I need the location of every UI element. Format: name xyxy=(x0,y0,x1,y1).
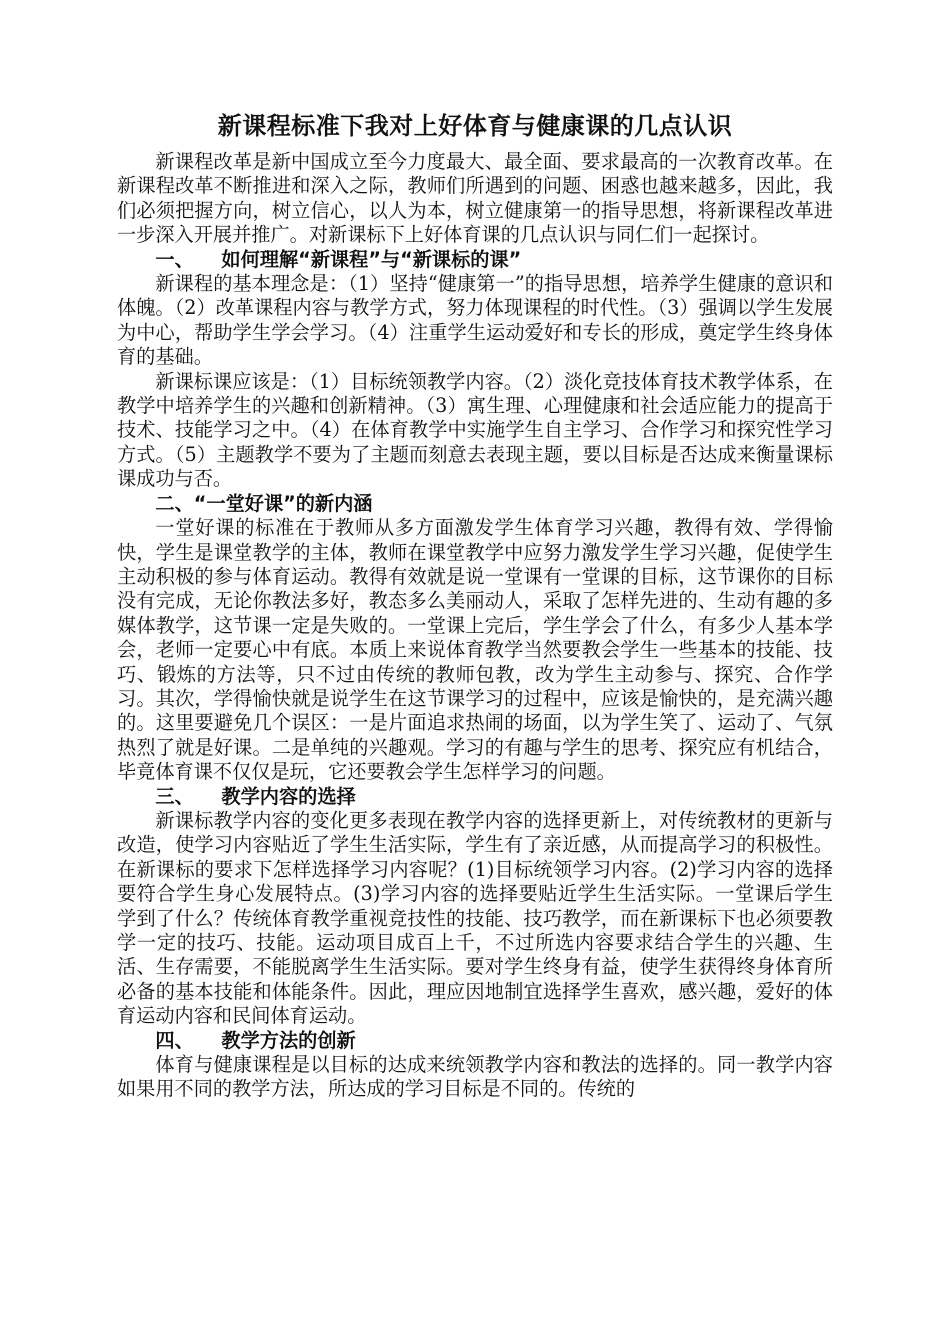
section-heading-text: 教学方法的创新 xyxy=(221,1028,356,1052)
section-number: 三、 xyxy=(155,784,194,808)
section-heading-text: “一堂好课”的新内涵 xyxy=(193,491,373,515)
section-heading-text: 如何理解“新课程”与“新课标的课” xyxy=(221,247,522,271)
section-1-paragraph-1: 新课程的基本理念是：（1）坚持“健康第一”的指导思想，培养学生健康的意识和体魄。（2）改革课程内容与教学方式，努力体现课程的时代性。（3）强调以学生发展为中心，帮助学生学会学习。（4）注重学生运动爱好和专长的形成，奠定学生终身体育的基础。 xyxy=(117,272,833,369)
section-3-paragraph-1: 新课标教学内容的变化更多表现在教学内容的选择更新上，对传统教材的更新与改造，使学习内容贴近了学生生活实际，学生有了亲近感，从而提高学习的积极性。在新课标的要求下怎样选择学习内容呢？(1)目标统领学习内容。(2)学习内容的选择要符合学生身心发展特点。(3)学习内容的选择要贴近学生生活实际。一堂课后学生学到了什么？传统体育教学重视竞技性的技能、技巧教学，而在新课标下也必须要教学一定的技巧、技能。运动项目成百上千，不过所选内容要求结合学生的兴趣、生活、生存需要，不能脱离学生生活实际。要对学生终身有益，使学生获得终身体育所必备的基本技能和体能条件。因此，理应因地制宜选择学生喜欢，感兴趣，爱好的体育运动内容和民间体育运动。 xyxy=(117,808,833,1028)
section-number: 四、 xyxy=(155,1028,194,1052)
section-2-paragraph-1: 一堂好课的标准在于教师从多方面激发学生体育学习兴趣，教得有效、学得愉快，学生是课堂教学的主体，教师在课堂教学中应努力激发学生学习兴趣，促使学生主动积极的参与体育运动。教得有效就是说一堂课有一堂课的目标，这节课你的目标没有完成，无论你教法多好，教态多么美丽动人，采取了怎样先进的、生动有趣的多媒体教学，这节课一定是失败的。一堂课上完后，学生学会了什么，有多少人基本学会，老师一定要心中有底。本质上来说体育教学当然要教会学生一些基本的技能、技巧、锻炼的方法等，只不过由传统的教师包教，改为学生主动参与、探究、合作学习。其次，学得愉快就是说学生在这节课学习的过程中，应该是愉快的，是充满兴趣的。这里要避免几个误区：一是片面追求热闹的场面，以为学生笑了、运动了、气氛热烈了就是好课。二是单纯的兴趣观。学习的有趣与学生的思考、探究应有机结合，毕竟体育课不仅仅是玩，它还要教会学生怎样学习的问题。 xyxy=(117,516,833,784)
section-heading-1 xyxy=(117,248,833,272)
section-4-paragraph-1: 体育与健康课程是以目标的达成来统领教学内容和教法的选择的。同一教学内容如果用不同的教学方法，所达成的学习目标是不同的。传统的 xyxy=(117,1053,833,1101)
section-heading-text: 教学内容的选择 xyxy=(221,784,356,808)
section-heading-3 xyxy=(117,785,833,809)
section-heading-2 xyxy=(117,492,833,516)
section-heading-4 xyxy=(117,1029,833,1053)
section-number: 二、 xyxy=(155,491,194,515)
document-title: 新课程标准下我对上好体育与健康课的几点认识 xyxy=(217,112,733,140)
section-number: 一、 xyxy=(155,247,194,271)
intro-paragraph: 新课程改革是新中国成立至今力度最大、最全面、要求最高的一次教育改革。在新课程改革不断推进和深入之际，教师们所遇到的问题、困惑也越来越多，因此，我们必须把握方向，树立信心，以人为本，树立健康第一的指导思想，将新课程改革进一步深入开展并推广。对新课标下上好体育课的几点认识与同仁们一起探讨。 xyxy=(117,150,833,247)
section-1-paragraph-2: 新课标课应该是：（1）目标统领教学内容。（2）淡化竞技体育技术教学体系，在教学中培养学生的兴趣和创新精神。（3）寓生理、心理健康和社会适应能力的提高于技术、技能学习之中。（4）在体育教学中实施学生自主学习、合作学习和探究性学习方式。（5）主题教学不要为了主题而刻意去表现主题，要以目标是否达成来衡量课标课成功与否。 xyxy=(117,369,833,491)
document-page xyxy=(117,108,833,1102)
